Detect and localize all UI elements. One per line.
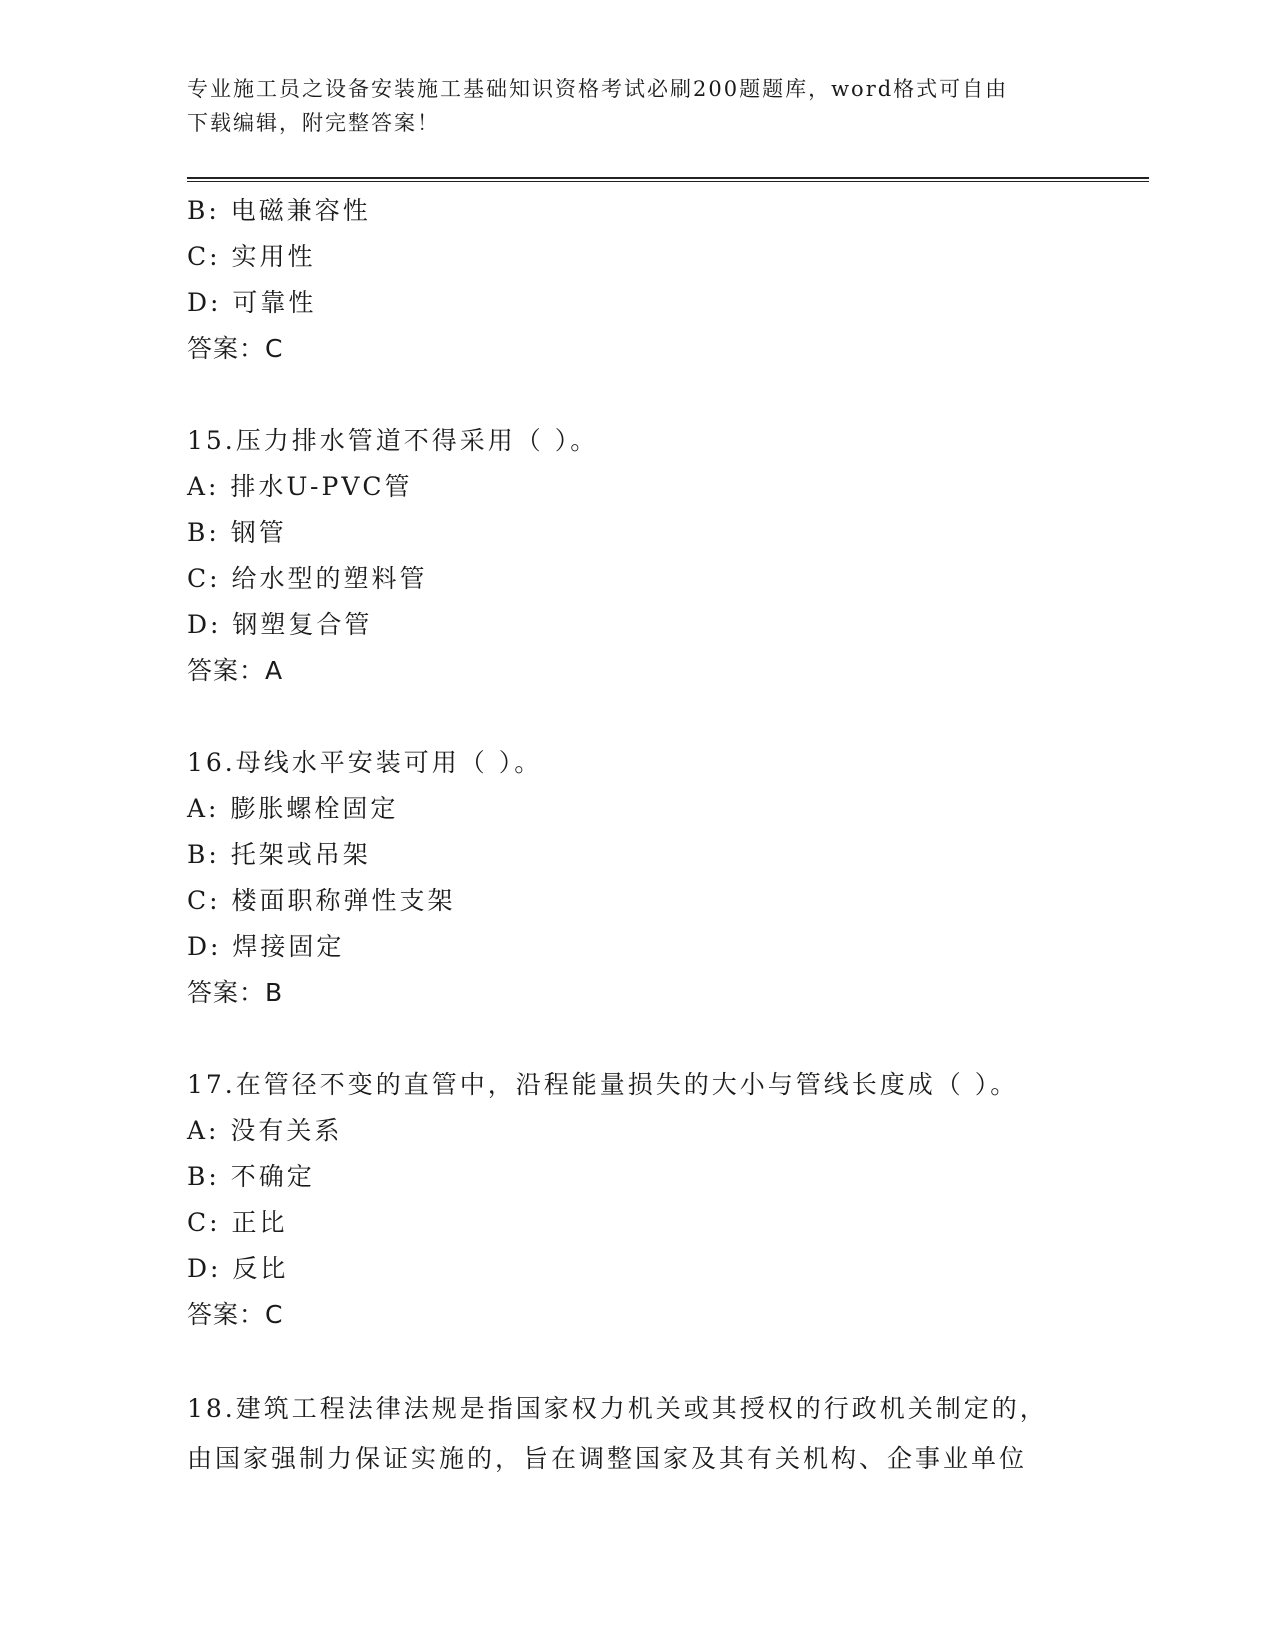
- document-header: [187, 72, 1087, 140]
- option-a: A: 排水U-PVC管: [187, 472, 413, 501]
- option-d: D: 反比: [187, 1254, 289, 1283]
- header-line-2: 下载编辑，附完整答案！: [187, 111, 440, 135]
- header-divider: [187, 177, 1149, 182]
- question-title: 15.压力排水管道不得采用（ ）。: [187, 426, 599, 455]
- spacer: [187, 694, 1087, 740]
- answer-line: 答案：C: [187, 334, 284, 363]
- question-title: 16.母线水平安装可用（ ）。: [187, 748, 543, 777]
- question-list: [187, 188, 1087, 1484]
- option-c: C: 给水型的塑料管: [187, 564, 428, 593]
- answer-line: 答案：C: [187, 1300, 284, 1329]
- answer-line: 答案：A: [187, 656, 284, 685]
- option-b: B: 不确定: [187, 1162, 315, 1191]
- question-16: [187, 740, 1087, 1016]
- option-a: A: 没有关系: [187, 1116, 343, 1145]
- spacer: [187, 372, 1087, 418]
- option-d: D: 可靠性: [187, 288, 317, 317]
- spacer: [187, 1338, 1087, 1384]
- option-c: C: 楼面职称弹性支架: [187, 886, 456, 915]
- question-title-line-2: 由国家强制力保证实施的，旨在调整国家及其有关机构、企事业单位: [187, 1444, 1028, 1473]
- question-17: [187, 1062, 1087, 1338]
- question-title: 17.在管径不变的直管中，沿程能量损失的大小与管线长度成（ ）。: [187, 1070, 1019, 1099]
- header-line-1: 专业施工员之设备安装施工基础知识资格考试必刷200题题库，word格式可自由: [187, 77, 1009, 101]
- question-15: [187, 418, 1087, 694]
- answer-line: 答案：B: [187, 978, 284, 1007]
- question-title-line-1: 18.建筑工程法律法规是指国家权力机关或其授权的行政机关制定的，: [187, 1394, 1048, 1423]
- option-c: C: 实用性: [187, 242, 316, 271]
- option-b: B: 电磁兼容性: [187, 196, 371, 225]
- option-d: D: 钢塑复合管: [187, 610, 373, 639]
- option-d: D: 焊接固定: [187, 932, 345, 961]
- spacer: [187, 1016, 1087, 1062]
- option-a: A: 膨胀螺栓固定: [187, 794, 399, 823]
- question-14-continued: [187, 188, 1087, 372]
- option-b: B: 托架或吊架: [187, 840, 371, 869]
- option-b: B: 钢管: [187, 518, 287, 547]
- option-c: C: 正比: [187, 1208, 288, 1237]
- question-18: [187, 1384, 1087, 1484]
